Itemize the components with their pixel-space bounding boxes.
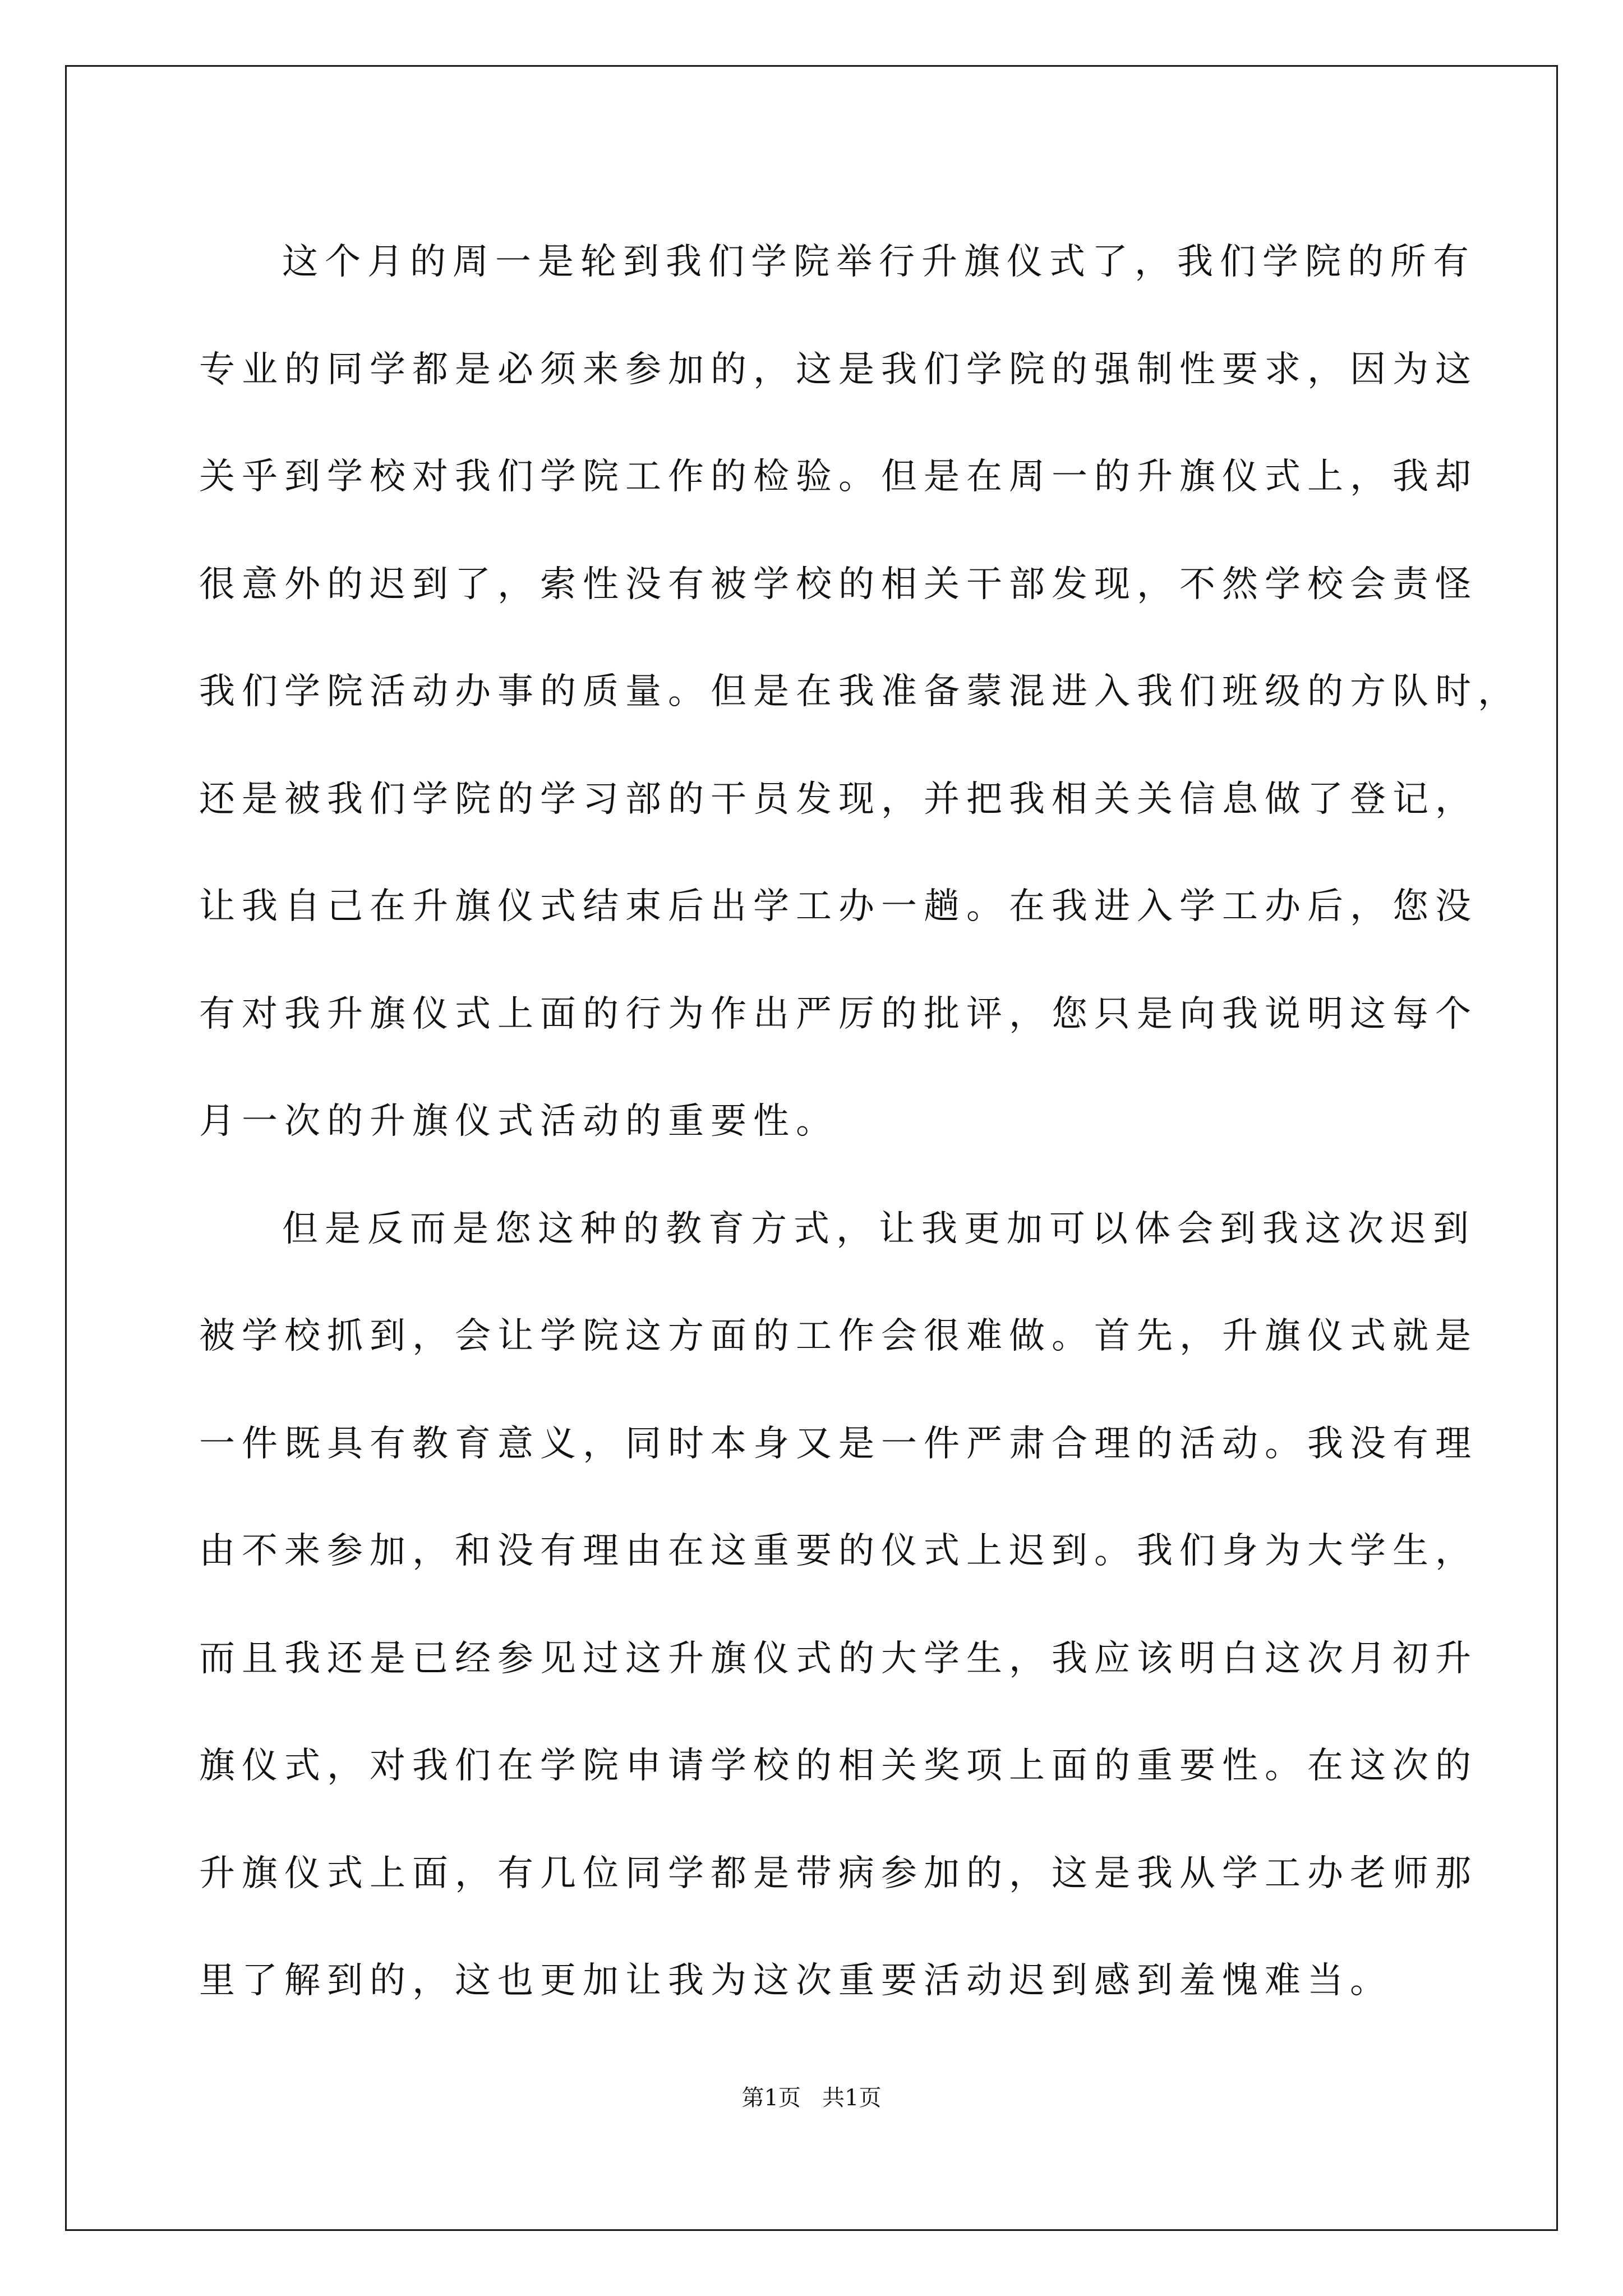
page-footer [0,2080,1623,2112]
document-body [199,209,1520,2035]
text-line: 这个月的周一是轮到我们学院举行升旗仪式了，我们学院的所有 [282,241,1476,283]
text-line: 有对我升旗仪式上面的行为作出严厉的批评，您只是向我说明这每个 [199,993,1478,1035]
text-line: 旗仪式，对我们在学院申请学校的相关奖项上面的重要性。在这次的 [199,1745,1478,1787]
text-line: 专业的同学都是必须来参加的，这是我们学院的强制性要求，因为这 [199,348,1478,390]
text-line: 关乎到学校对我们学院工作的检验。但是在周一的升旗仪式上，我却 [199,456,1478,498]
text-line: 而且我还是已经参见过这升旗仪式的大学生，我应该明白这次月初升 [199,1637,1478,1680]
paragraph-2 [199,1176,1478,2035]
text-line: 还是被我们学院的学习部的干员发现，并把我相关关信息做了登记， [199,778,1478,820]
text-line: 很意外的迟到了，索性没有被学校的相关干部发现，不然学校会责怪 [199,563,1478,605]
text-line: 一件既具有教育意义，同时本身又是一件严肃合理的活动。我没有理 [199,1423,1478,1465]
text-line: 让我自己在升旗仪式结束后出学工办一趟。在我进入学工办后，您没 [199,886,1478,927]
text-line: 由不来参加，和没有理由在这重要的仪式上迟到。我们身为大学生， [199,1530,1478,1572]
text-line: 升旗仪式上面，有几位同学都是带病参加的，这是我从学工办老师那 [199,1852,1478,1894]
text-line: 被学校抓到，会让学院这方面的工作会很难做。首先，升旗仪式就是 [199,1315,1478,1357]
text-line: 但是反而是您这种的教育方式，让我更加可以体会到我这次迟到 [282,1208,1476,1250]
paragraph-1 [199,209,1520,1176]
text-line: 我们学院活动办事的质量。但是在我准备蒙混进入我们班级的方队时， [199,671,1520,712]
text-line: 里了解到的，这也更加让我为这次重要活动迟到感到羞愧难当。 [199,1960,1393,2001]
page-number: 第1页 共1页 [741,2085,882,2111]
text-line: 月一次的升旗仪式活动的重要性。 [199,1101,838,1142]
